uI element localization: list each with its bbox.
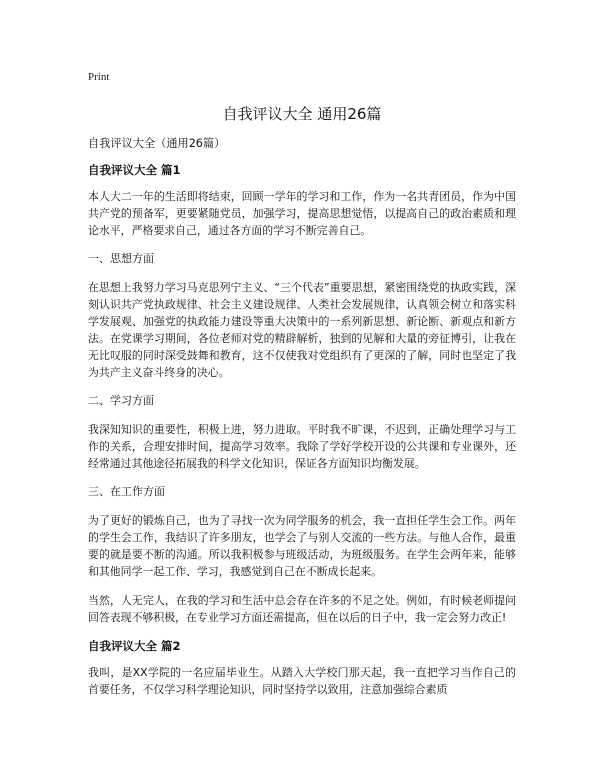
print-link[interactable]: Print — [88, 71, 110, 83]
page-title: 自我评议大全 通用26篇 — [222, 105, 382, 123]
document-subtitle: 自我评议大全（通用26篇） — [88, 137, 226, 150]
section2-intro-paragraph: 我叫，是XX学院的一名应届毕业生。从踏入大学校门那天起，我一直把学习当作自己的首要任务，不仅学习科学理论知识，同时坚持学以致用，注意加强综合素质 — [88, 666, 516, 696]
subheading-work: 三、在工作方面 — [88, 485, 165, 498]
section-heading-2: 自我评议大全 篇2 — [88, 639, 181, 653]
closing-paragraph: 当然，人无完人，在我的学习和生活中总会存在许多的不足之处。例如，有时候老师提问回答表现不够积极，在专业学习方面还需提高，但在以后的日子中，我一定会努力改正! — [88, 594, 516, 624]
work-paragraph: 为了更好的锻炼自己，也为了寻找一次为同学服务的机会，我一直担任学生会工作。两年的学生会工作，我结识了许多朋友，也学会了与别人交流的一些方法。与他人合作，最重要的就是要不断的沟通。所以我积极参与班级活动，为班级服务。在学生会两年来，能够和其他同学一起工作、学习，我感觉到自己在不断成长起来。 — [88, 514, 516, 578]
section1-intro-paragraph: 本人大二一年的生活即将结束，回顾一学年的学习和工作，作为一名共青团员，作为中国共产党的预备军，更要紧随党员，加强学习，提高思想觉悟，以提高自己的政治素质和理论水平，严格要求自己，通过各方面的学习不断完善自己。 — [88, 190, 516, 237]
section-heading-1: 自我评议大全 篇1 — [88, 163, 181, 177]
thought-paragraph: 在思想上我努力学习马克思列宁主义、“三个代表”重要思想，紧密围绕党的执政实践，深刻认识共产党执政规律、社会主义建设规律、人类社会发展规律，认真领会树立和落实科学发展观、加强党的执政能力建设等重大决策中的一系列新思想、新论断、新观点和新方法。在党课学习期间，各位老师对党的精辟解析，独到的见解和大量的旁征博引，让我在无比叹服的同时深受鼓舞和教育，这不仅使我对党组织有了更深的了解，同时也坚定了我为共产主义奋斗终身的决心。 — [88, 281, 516, 379]
document-page — [88, 70, 516, 710]
subheading-thought: 一、思想方面 — [88, 252, 154, 265]
subheading-study: 二、学习方面 — [88, 394, 154, 407]
study-paragraph: 我深知知识的重要性，积极上进，努力进取。平时我不旷课，不迟到，正确处理学习与工作的关系，合理安排时间，提高学习效率。我除了学好学校开设的公共课和专业课外，还经常通过其他途径拓展我的科学文化知识，保证各方面知识均衡发展。 — [88, 423, 516, 470]
